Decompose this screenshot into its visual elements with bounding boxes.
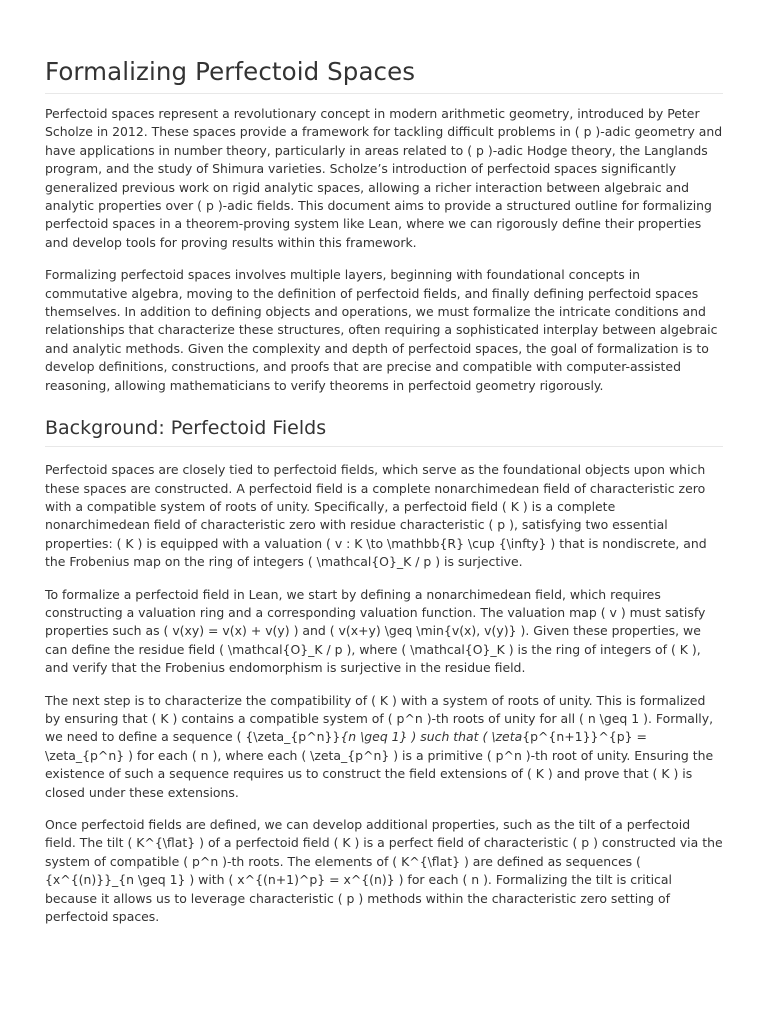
section-paragraph-3-part-a: The next step is to characterize the compatibility of ( K ) with a system of roots of unity. This is formalized by ensuring that ( K ) contains a compatible system of ( p^n )-th roots of unity for all ( n \geq 1 ). Formally, we need to define a sequence ( {\zeta_{p^n}}: [45, 692, 714, 745]
section-paragraph-3-part-b: {p^{n+1}}^{p} = \zeta_{p^n} ) for each ( n ), where each ( \zeta_{p^n} ) is a primitive ( p^n )-th root of unity. Ensuring the existence of such a sequence requires us to construct the field extensions of ( K ) and prove that ( K ) is closed under these extensions.: [45, 729, 714, 800]
section-paragraph-1: Perfectoid spaces are closely tied to perfectoid fields, which serve as the foundational objects upon which these spaces are constructed. A perfectoid field is a complete nonarchimedean field of characteristic zero with a compatible system of roots of unity. Specifically, a perfectoid field ( K ) is a complete nonarchimedean field of characteristic zero with residue characteristic ( p ), satisfying two essential properties: ( K ) is equipped with a valuation ( v : K \to \mathbb{R} \cup {\infty} ) that is nondiscrete, and the Frobenius map on the ring of integers ( \mathcal{O}_K / p ) is surjective.: [45, 462, 707, 570]
section-heading: Background: Perfectoid Fields: [45, 415, 723, 447]
page-title: Formalizing Perfectoid Spaces: [45, 0, 723, 94]
intro-paragraph-1: Perfectoid spaces represent a revolutionary concept in modern arithmetic geometry, introduced by Peter Scholze in 2012. These spaces provide a framework for tackling difficult problems in ( p )-adic geometry and have applications in number theory, particularly in areas related to ( p )-adic Hodge theory, the Langlands program, and the study of Shimura varieties. Scholze’s introduction of perfectoid spaces significantly generalized previous work on rigid analytic spaces, allowing a richer interaction between algebraic and analytic properties over ( p )-adic fields. This document aims to provide a structured outline for formalizing perfectoid spaces in a theorem-proving system like Lean, where we can rigorously define their properties and develop tools for proving results within this framework.: [45, 106, 723, 250]
section-paragraph-3-italic: {n \geq 1} ) such that ( \zeta: [340, 729, 523, 745]
section-paragraph-2: To formalize a perfectoid field in Lean, we start by defining a nonarchimedean field, which requires constructing a valuation ring and a corresponding valuation function. The valuation map ( v ) must satisfy properties such as ( v(xy) = v(x) + v(y) ) and ( v(x+y) \geq \min{v(x), v(y)} ). Given these properties, we can define the residue field ( \mathcal{O}_K / p ), where ( \mathcal{O}_K ) is the ring of integers of ( K ), and verify that the Frobenius endomorphism is surjective in the residue field.: [45, 586, 706, 676]
section-paragraph-3: [45, 692, 723, 802]
intro-paragraph-2: Formalizing perfectoid spaces involves multiple layers, beginning with foundational concepts in commutative algebra, moving to the definition of perfectoid fields, and finally defining perfectoid spaces themselves. In addition to defining objects and operations, we must formalize the intricate conditions and relationships that characterize these structures, often requiring a sophisticated interplay between algebraic and analytic methods. Given the complexity and depth of perfectoid spaces, the goal of formalization is to develop definitions, constructions, and proofs that are precise and compatible with computer-assisted reasoning, allowing mathematicians to verify theorems in perfectoid geometry rigorously.: [45, 267, 718, 393]
section-paragraph-4: Once perfectoid fields are defined, we can develop additional properties, such as the tilt of a perfectoid field. The tilt ( K^{\flat} ) of a perfectoid field ( K ) is a perfect field of characteristic ( p ) constructed via the system of compatible ( p^n )-th roots. The elements of ( K^{\flat} ) are defined as sequences ( {x^{(n)}}_{n \geq 1} ) with ( x^{(n+1)^p} = x^{(n)} ) for each ( n ). Formalizing the tilt is critical because it allows us to leverage characteristic ( p ) methods within the characteristic zero setting of perfectoid spaces.: [45, 817, 723, 925]
